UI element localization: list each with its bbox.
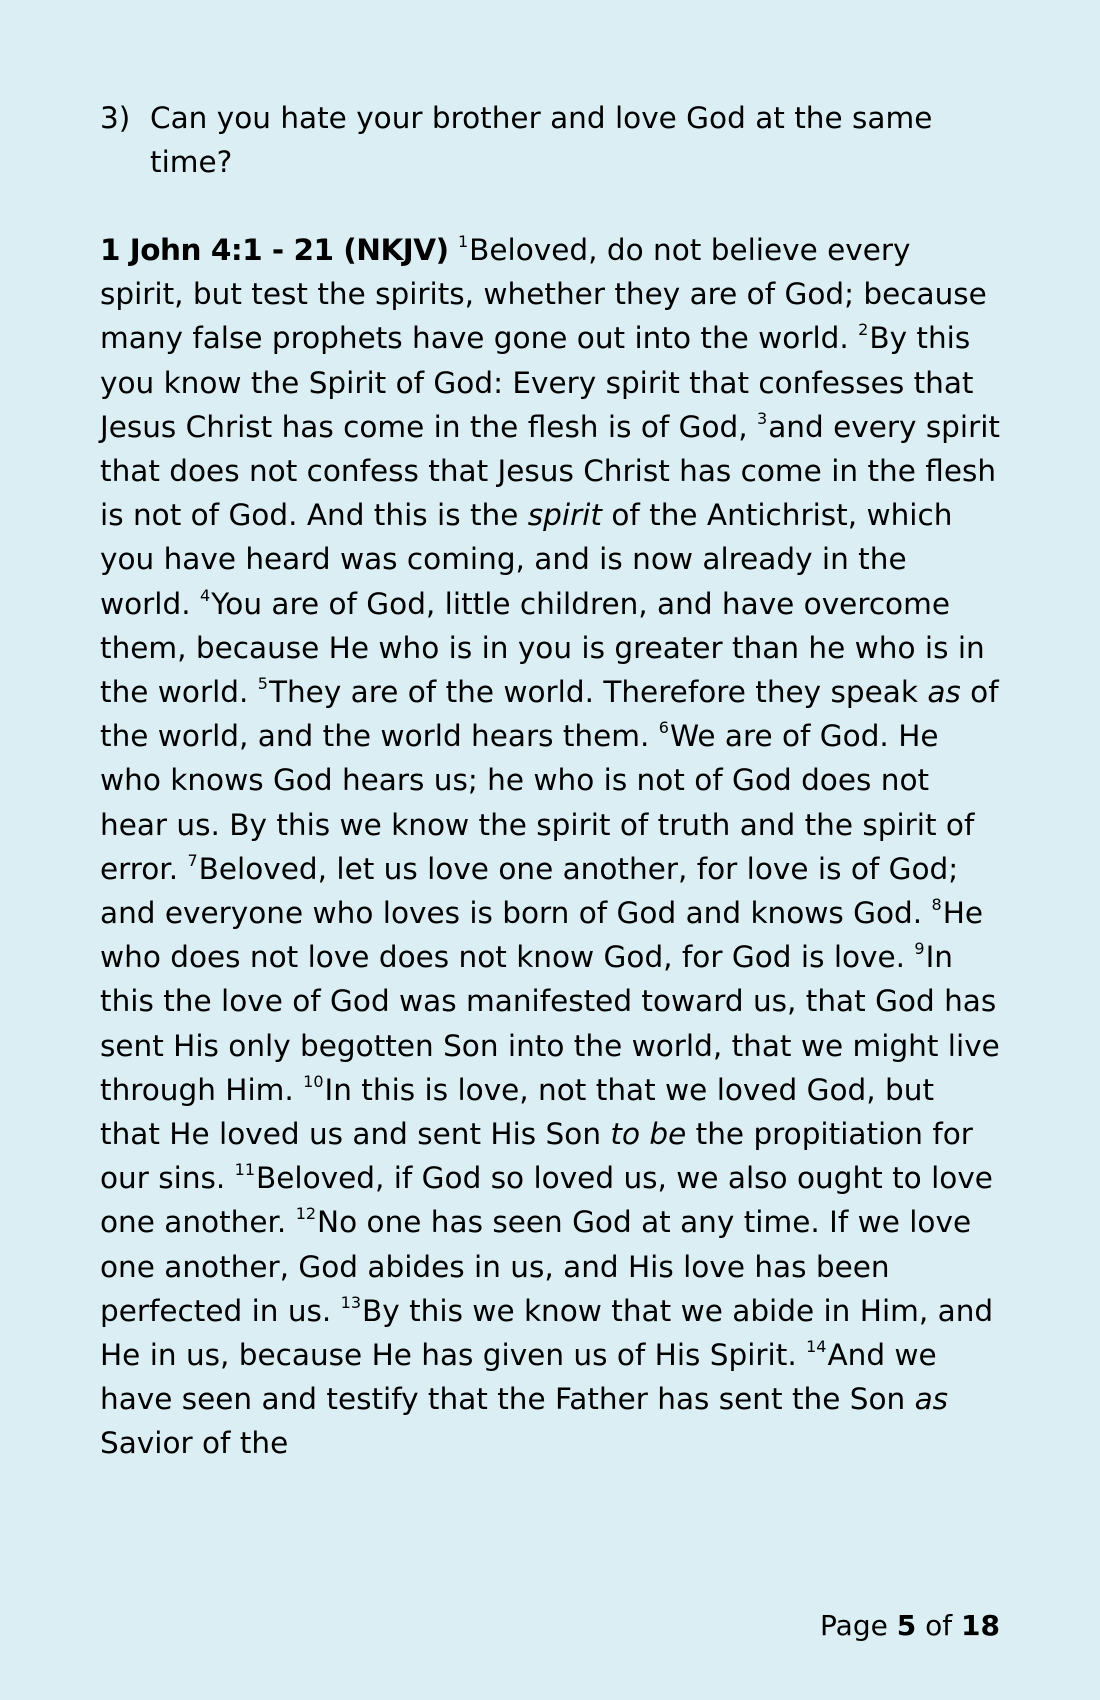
verse-text: Beloved, do not believe every spirit, but test the spirits, whether they are of God; because many false prophets have gone out into the world. — [100, 233, 987, 356]
verse-text: He who does not love does not know God, for God is love. — [100, 896, 984, 975]
verse-number: 12 — [295, 1204, 317, 1224]
total-pages-number: 18 — [961, 1609, 1000, 1642]
verse-text: You are of God, little children, and have overcome them, because He who is in you is greater than he who is in the world. — [100, 586, 985, 710]
verse-number: 13 — [340, 1292, 362, 1312]
verse-number: 7 — [187, 850, 198, 870]
verse-text: By this you know the Spirit of God: Every spirit that confesses that Jesus Christ has come in the flesh is of God, — [100, 321, 974, 444]
italic-supplied-word: to be — [610, 1117, 687, 1152]
verse-number: 9 — [914, 939, 925, 959]
verse-text: And we have seen and testify that the Father has sent the Son — [100, 1338, 937, 1417]
study-question — [100, 96, 1000, 184]
verse-text: of the world, and the world hears them. — [100, 675, 999, 754]
verse-number: 2 — [858, 320, 869, 340]
verse-text: In this the love of God was manifested toward us, that God has sent His only begotten Son into the world, that we might live through Him. — [100, 940, 1000, 1107]
page-footer — [820, 1606, 1000, 1646]
question-text: Can you hate your brother and love God at the same time? — [150, 101, 933, 179]
verse-number: 10 — [303, 1071, 324, 1091]
verse-number: 1 — [457, 232, 469, 251]
verse-text: We are of God. He who knows God hears us; he who is not of God does not hear us. By this we know the spirit of truth and the spirit of error. — [100, 719, 975, 886]
verse-text: In this is love, not that we loved God, but that He loved us and sent His Son — [100, 1072, 935, 1152]
verse-number: 5 — [257, 674, 268, 694]
verse-number: 8 — [931, 895, 942, 915]
scripture-reference: 1 John 4:1 - 21 (NKJV) — [100, 233, 449, 267]
italic-supplied-word: as — [927, 675, 961, 710]
verse-text: the propitiation for our sins. — [100, 1117, 973, 1196]
page-of-label: of — [925, 1609, 953, 1642]
verse-text: They are of the world. Therefore they speak — [268, 675, 928, 710]
current-page-number: 5 — [896, 1609, 917, 1642]
verse-text: Beloved, if God so loved us, we also ought to love one another. — [100, 1161, 993, 1240]
verse-number: 14 — [806, 1337, 827, 1357]
verse-text: of the Antichrist, which you have heard was coming, and is now already in the world. — [100, 498, 953, 621]
scripture-passage — [100, 228, 1000, 1466]
verse-text: By this we know that we abide in Him, and He in us, because He has given us of His Spirit. — [100, 1293, 994, 1373]
verse-number: 3 — [757, 408, 768, 428]
verse-text: Beloved, let us love one another, for love is of God; and everyone who loves is born of God and knows God. — [100, 851, 959, 931]
verse-text: Savior of the — [100, 1426, 289, 1461]
italic-supplied-word: as — [914, 1382, 949, 1417]
verse-number: 4 — [199, 585, 211, 605]
verse-number: 11 — [234, 1160, 255, 1180]
question-number: 3) — [100, 101, 131, 135]
document-page — [100, 96, 1000, 1466]
page-label: Page — [820, 1609, 888, 1642]
verse-text: No one has seen God at any time. If we love one another, God abides in us, and His love has been perfected in us. — [100, 1205, 972, 1328]
italic-supplied-word: spirit — [527, 498, 602, 533]
verse-text: and every spirit that does not confess that Jesus Christ has come in the flesh is not of God. And this is the — [100, 409, 1000, 533]
verse-number: 6 — [658, 718, 669, 738]
